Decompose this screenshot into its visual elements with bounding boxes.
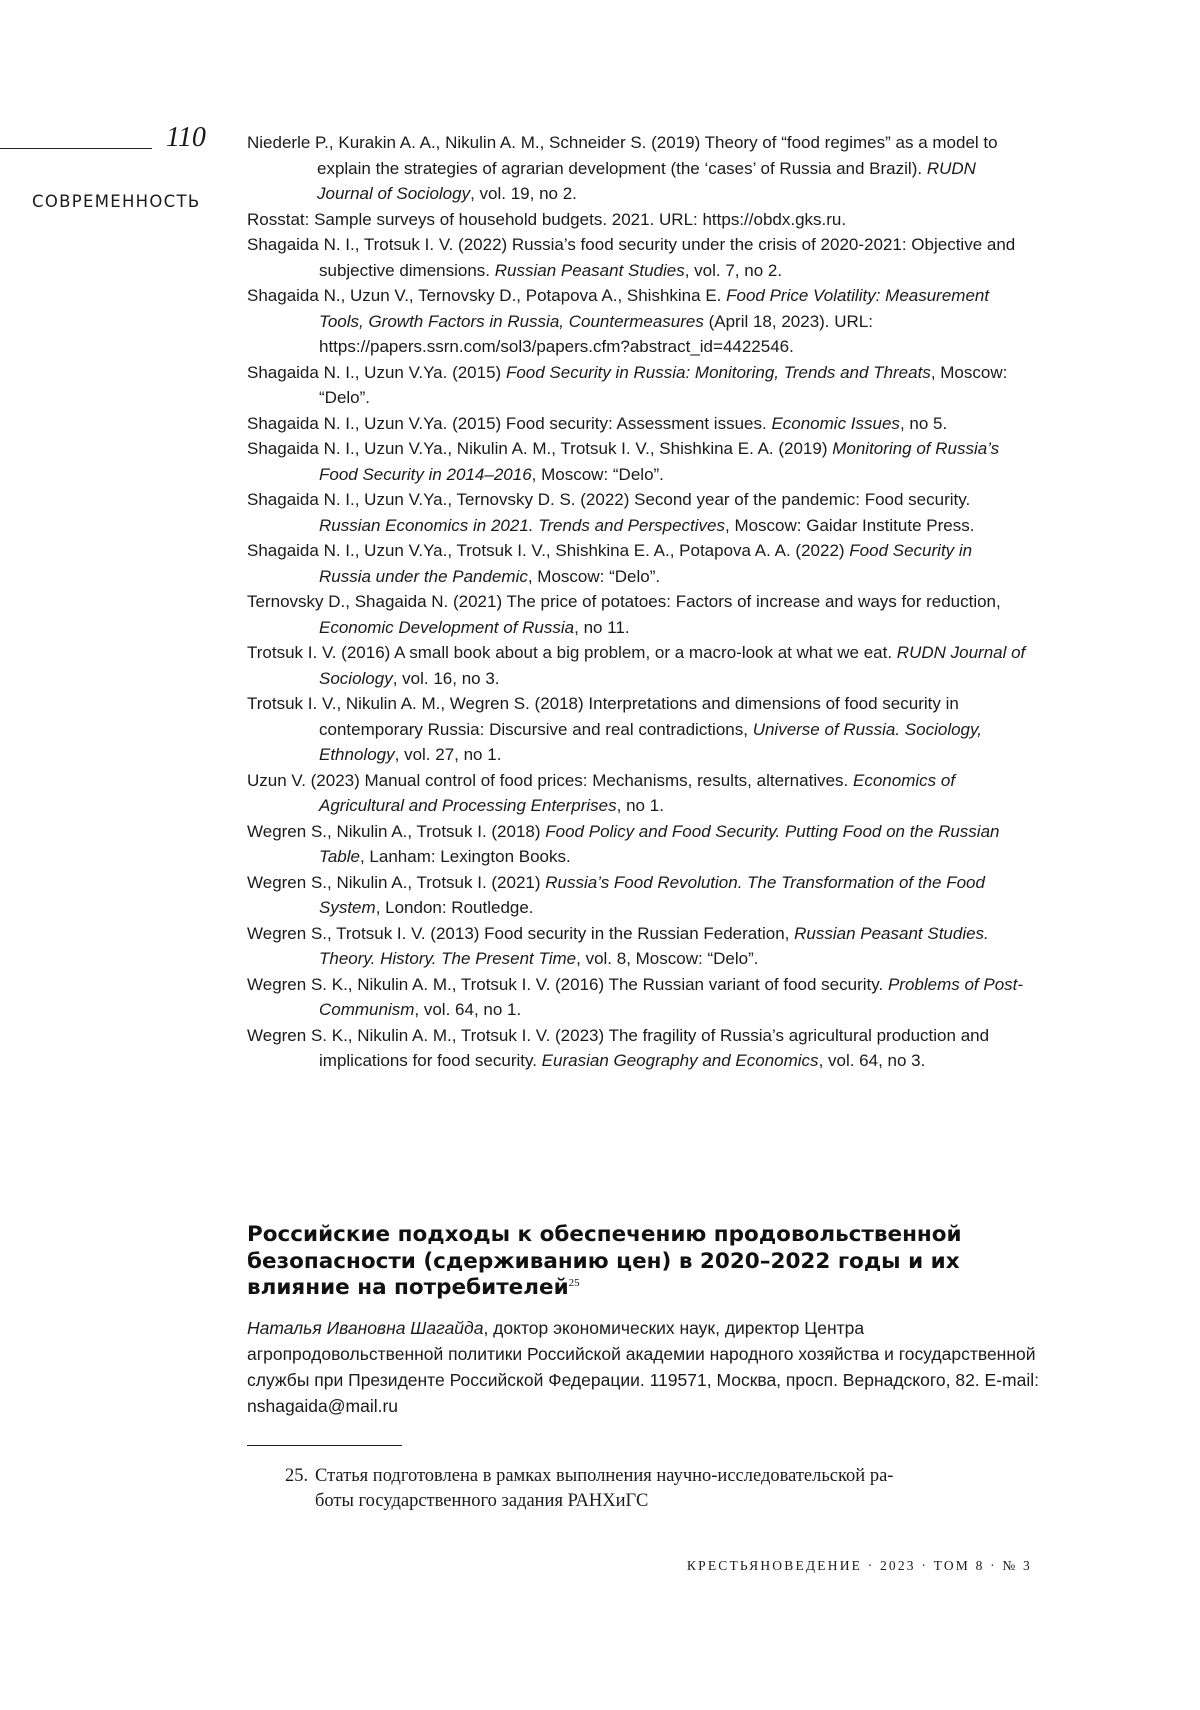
reference-item: Shagaida N., Uzun V., Ternovsky D., Potapova A., Shishkina E. Food Price Volatility: Measurement Tools, Growth Factors in Russia, Countermeasures (April 18, 2023). URL: https://papers.ssrn.com/sol3/papers.cfm?abstract_id=4422546. xyxy=(247,286,990,356)
running-footer: КРЕСТЬЯНОВЕДЕНИЕ · 2023 · ТОМ 8 · № 3 xyxy=(686,1558,1032,1573)
author-info: , доктор экономических наук, директор Центра агропродовольственной политики Российской академии народного хозяйства и государственной службы при Президенте Российской Федерации. 119571, Москва, просп. Вернадского, 82. E-mail: nshagaida@mail.ru xyxy=(247,1318,1039,1416)
article-title xyxy=(247,1222,1032,1302)
footnote-text-line2: боты государственного задания РАНХиГС xyxy=(315,1491,649,1511)
page-number: 110 xyxy=(166,122,206,153)
article-title-text: Российские подходы к обеспечению продовольственной безопасности (сдерживанию цен) в 2020–2022 годы и их влияние на потребителей xyxy=(247,1222,962,1300)
reference-item: Shagaida N. I., Uzun V.Ya. (2015) Food security: Assessment issues. Economic Issues, no 5. xyxy=(247,413,948,433)
footnote-number: 25. xyxy=(285,1466,309,1486)
reference-item: Wegren S. K., Nikulin A. M., Trotsuk I. V. (2016) The Russian variant of food security. Problems of Post-Communism, vol. 64, no 1. xyxy=(247,974,1024,1019)
reference-item: Shagaida N. I., Trotsuk I. V. (2022) Russia’s food security under the crisis of 2020-2021: Objective and subjective dimensions. Russian Peasant Studies, vol. 7, no 2. xyxy=(247,235,1016,280)
header-rule xyxy=(0,148,152,149)
footnote-marker[interactable]: 25 xyxy=(568,1276,580,1289)
reference-item: Uzun V. (2023) Manual control of food prices: Mechanisms, results, alternatives. Economics of Agricultural and Processing Enterprises, no 1. xyxy=(247,770,956,815)
reference-item: Trotsuk I. V., Nikulin A. M., Wegren S. (2018) Interpretations and dimensions of food security in contemporary Russia: Discursive and real contradictions, Universe of Russia. Sociology, Ethnology, vol. 27, no 1. xyxy=(247,694,982,764)
reference-item: Shagaida N. I., Uzun V.Ya., Nikulin A. M., Trotsuk I. V., Shishkina E. A. (2019) Monitoring of Russia’s Food Security in 2014–2016, Moscow: “Delo”. xyxy=(247,439,1000,484)
author-affiliation xyxy=(247,1315,1047,1419)
footnote-rule xyxy=(247,1445,402,1446)
reference-item: Shagaida N. I., Uzun V.Ya., Ternovsky D. S. (2022) Second year of the pandemic: Food security. Russian Economics in 2021. Trends and Perspectives, Moscow: Gaidar Institute Press. xyxy=(247,490,975,535)
section-label: СОВРЕМЕННОСТЬ xyxy=(32,192,201,211)
reference-item: Wegren S., Nikulin A., Trotsuk I. (2018) Food Policy and Food Security. Putting Food on the Russian Table, Lanham: Lexington Books. xyxy=(247,821,1000,866)
reference-item: Wegren S., Trotsuk I. V. (2013) Food security in the Russian Federation, Russian Peasant Studies. Theory. History. The Present Time, vol. 8, Moscow: “Delo”. xyxy=(247,923,989,968)
reference-item: Rosstat: Sample surveys of household budgets. 2021. URL: https://obdx.gks.ru. xyxy=(247,209,847,229)
reference-item: Shagaida N. I., Uzun V.Ya., Trotsuk I. V., Shishkina E. A., Potapova A. A. (2022) Food Security in Russia under the Pandemic, Moscow: “Delo”. xyxy=(247,541,973,586)
author-name: Наталья Ивановна Шагайда xyxy=(247,1318,484,1338)
footnote-text-line1: Статья подготовлена в рамках выполнения научно-исследовательской ра- xyxy=(315,1466,894,1486)
reference-item: Wegren S. K., Nikulin A. M., Trotsuk I. V. (2023) The fragility of Russia’s agricultural production and implications for food security. Eurasian Geography and Economics, vol. 64, no 3. xyxy=(247,1025,990,1070)
footnote xyxy=(285,1464,1035,1514)
reference-item: Wegren S., Nikulin A., Trotsuk I. (2021) Russia’s Food Revolution. The Transformation of the Food System, London: Routledge. xyxy=(247,872,985,917)
reference-list xyxy=(247,130,1027,1074)
reference-item: Shagaida N. I., Uzun V.Ya. (2015) Food Security in Russia: Monitoring, Trends and Threats, Moscow: “Delo”. xyxy=(247,362,1008,407)
reference-item: Niederle P., Kurakin A. A., Nikulin A. M., Schneider S. (2019) Theory of “food regimes” as a model to explain the strategies of agrarian development (the ‘cases’ of Russia and Brazil). RUDN Journal of Sociology, vol. 19, no 2. xyxy=(247,133,998,203)
reference-item: Ternovsky D., Shagaida N. (2021) The price of potatoes: Factors of increase and ways for reduction, Economic Development of Russia, no 11. xyxy=(247,592,1001,637)
reference-item: Trotsuk I. V. (2016) A small book about a big problem, or a macro-look at what we eat. RUDN Journal of Sociology, vol. 16, no 3. xyxy=(247,643,1026,688)
